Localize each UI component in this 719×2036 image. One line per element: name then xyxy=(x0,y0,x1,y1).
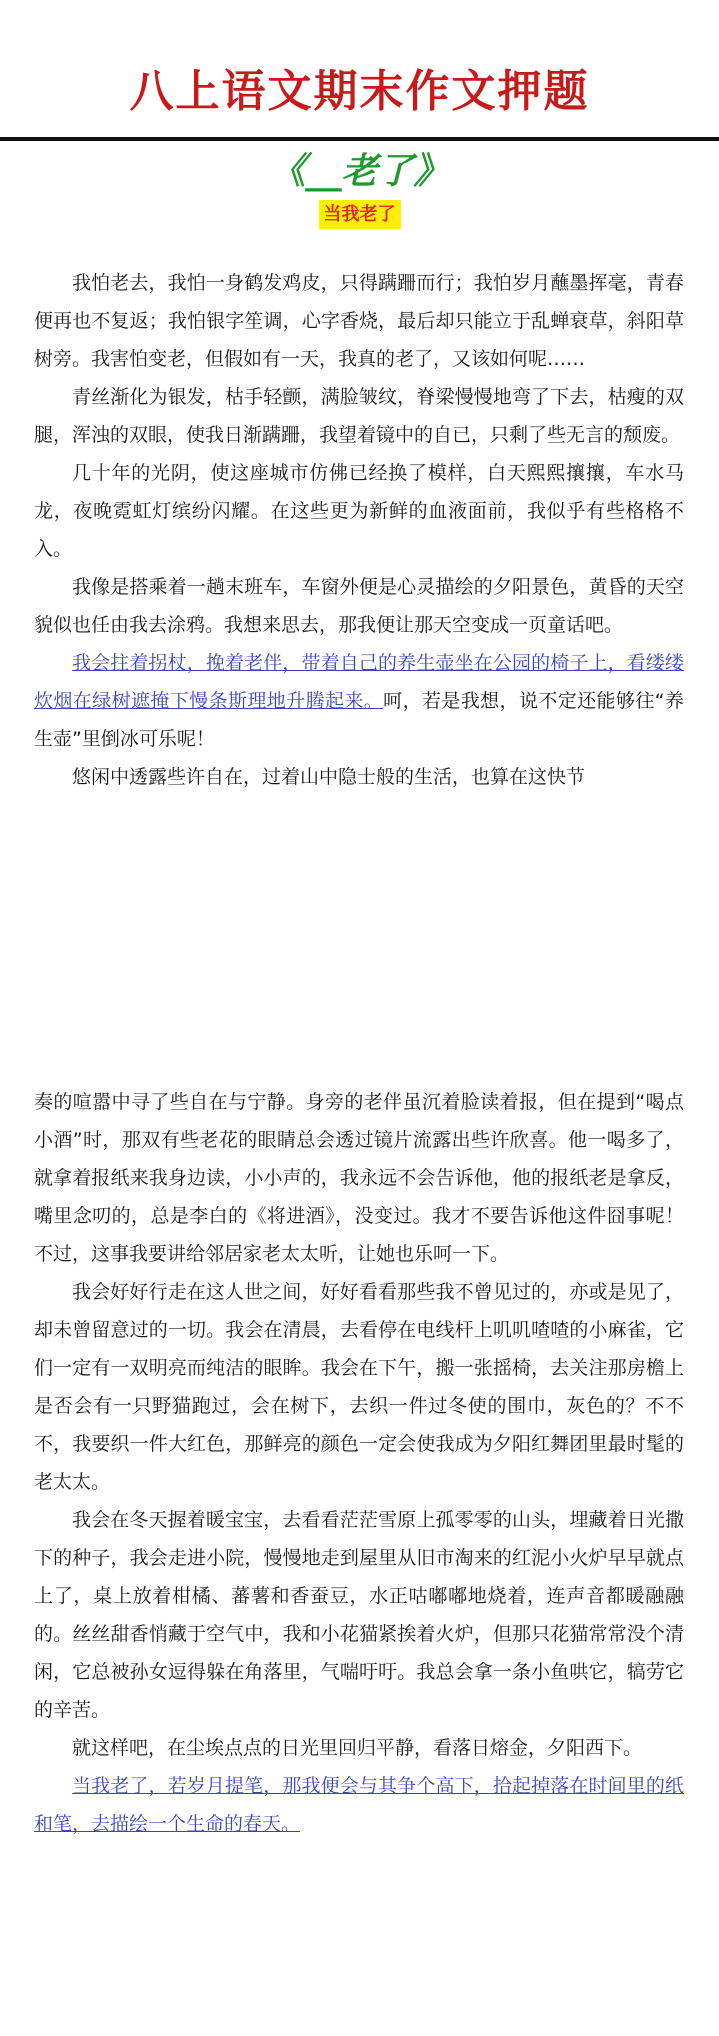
essay-paragraph: 青丝渐化为银发，枯手轻颤，满脸皱纹，脊梁慢慢地弯了下去，枯瘦的双腿，浑浊的双眼，使我日渐蹒跚，我望着镜中的自已，只剩了些无言的颓废。 xyxy=(34,386,684,446)
sentence: 呵，若是我想，说不定还能够往“养生壶”里倒冰可乐呢！ xyxy=(34,690,684,750)
page-title: 八上语文期末作文押题 xyxy=(129,66,590,117)
topic-subtitle: 《__老了》 xyxy=(269,151,450,192)
essay-paragraph: 几十年的光阴，使这座城市仿佛已经换了模样，白天熙熙攘攘，车水马龙，夜晚霓虹灯缤纷闪耀。在这些更为新鲜的血液面前，我似乎有些格格不入。 xyxy=(34,462,684,560)
highlighted-sentence: 当我老了，若岁月提笔，那我便会与其争个高下，拾起掉落在时间里的纸和笔，去描绘一个生命的春天。 xyxy=(34,1775,684,1835)
title-divider xyxy=(0,137,719,141)
essay-paragraph xyxy=(34,1767,684,1843)
essay-body-part1 xyxy=(34,264,684,796)
essay-paragraph: 我怕老去，我怕一身鹤发鸡皮，只得蹒跚而行；我怕岁月蘸墨挥毫，青春便再也不复返；我怕银字笙调，心字香烧，最后却只能立于乱蝉衰草，斜阳草树旁。我害怕变老，但假如有一天，我真的老了，又该如何呢…… xyxy=(34,272,684,370)
essay-paragraph: 我像是搭乘着一趟末班车，车窗外便是心灵描绘的夕阳景色，黄昏的天空貌似也任由我去涂鸦。我想来思去，那我便让那天空变成一页童话吧。 xyxy=(34,576,684,636)
essay-title: 当我老了 xyxy=(319,200,401,229)
essay-paragraph: 就这样吧，在尘埃点点的日光里回归平静，看落日熔金，夕阳西下。 xyxy=(72,1737,643,1759)
essay-body-part2 xyxy=(34,1083,684,1843)
essay-paragraph-continued: 奏的喧嚣中寻了些自在与宁静。身旁的老伴虽沉着脸读着报，但在提到“喝点小酒”时，那双有些老花的眼睛总会透过镜片流露出些许欣喜。他一喝多了，就拿着报纸来我身边读，小小声的，我永远不会告诉他，他的报纸老是拿反，嘴里念叨的，总是李白的《将进酒》，没变过。我才不要告诉他这件囧事呢！不过，这事我要讲给邻居家老太太听，让她也乐呵一下。 xyxy=(34,1091,684,1265)
essay-paragraph: 悠闲中透露些许自在，过着山中隐士般的生活，也算在这快节 xyxy=(72,766,586,788)
essay-title-wrap xyxy=(0,200,719,229)
essay-paragraph: 我会好好行走在这人世之间，好好看看那些我不曾见过的，亦或是见了，却未曾留意过的一切。我会在清晨，去看停在电线杆上叽叽喳喳的小麻雀，它们一定有一双明亮而纯洁的眼眸。我会在下午，搬一张摇椅，去关注那房檐上是否会有一只野猫跑过，会在树下，去织一件过冬使的围巾，灰色的？不不不，我要织一件大红色，那鲜亮的颜色一定会使我成为夕阳红舞团里最时髦的老太太。 xyxy=(34,1281,684,1493)
essay-paragraph xyxy=(34,644,684,758)
highlighted-sentence: 我会拄着拐杖，挽着老伴，带着自己的养生壶坐在公园的椅子上，看缕缕炊烟在绿树遮掩下慢条斯理地升腾起来。 xyxy=(34,652,684,712)
essay-paragraph: 我会在冬天握着暖宝宝，去看看茫茫雪原上孤零零的山头，埋藏着日光撒下的种子，我会走进小院，慢慢地走到屋里从旧市淘来的红泥小火炉早早就点上了，桌上放着柑橘、蕃薯和香蚕豆，水正咕嘟嘟地烧着，连声音都暖融融的。丝丝甜香悄藏于空气中，我和小花猫紧挨着火炉，但那只花猫常常没个清闲，它总被孙女逗得躲在角落里，气喘吁吁。我总会拿一条小鱼哄它，犒劳它的辛苦。 xyxy=(34,1509,684,1721)
